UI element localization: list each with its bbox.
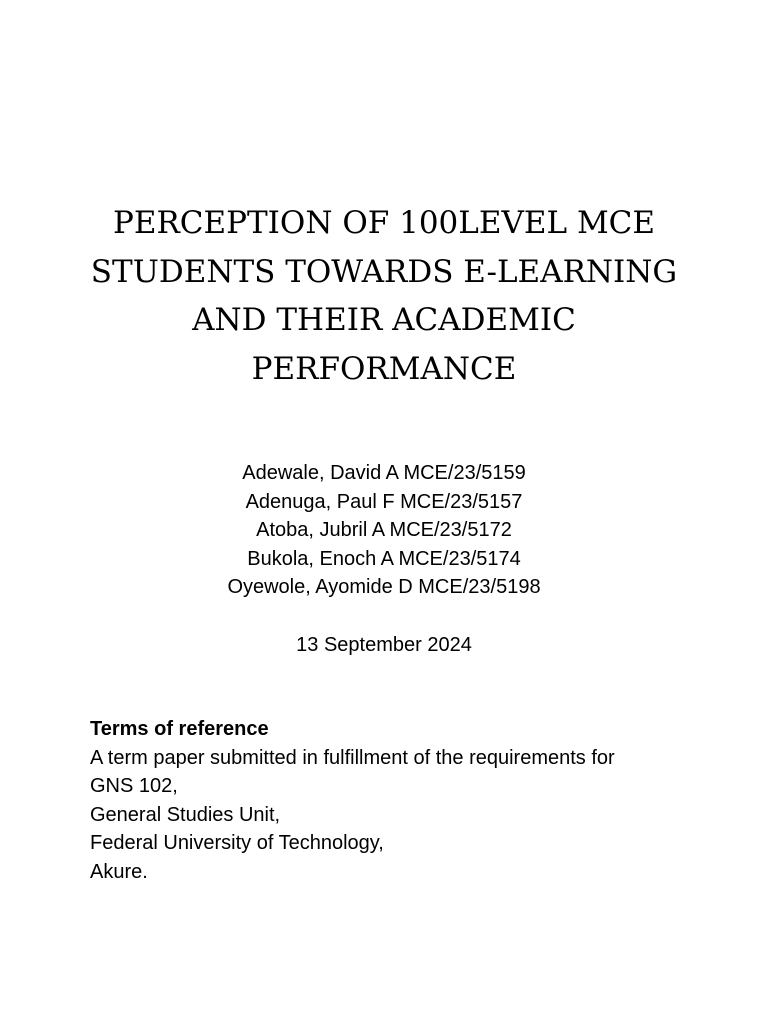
author-entry: Adenuga, Paul F MCE/23/5157 (245, 490, 523, 513)
author-entry: Oyewole, Ayomide D MCE/23/5198 (227, 576, 541, 598)
terms-of-reference-line: Federal University of Technology, (90, 832, 384, 854)
terms-of-reference-line: GNS 102, (90, 775, 178, 797)
author-entry: Adewale, David A MCE/23/5159 (242, 462, 526, 484)
terms-of-reference-heading: Terms of reference (90, 718, 269, 740)
title-line: AND THEIR ACADEMIC (192, 302, 576, 338)
paper-title (60, 199, 708, 393)
submission-date: 13 September 2024 (296, 634, 472, 656)
terms-of-reference-line: A term paper submitted in fulfillment of the requirements for (90, 746, 615, 769)
terms-of-reference-line: General Studies Unit, (90, 803, 281, 826)
title-line: PERCEPTION OF 100LEVEL MCE (112, 205, 656, 241)
terms-of-reference-line: Akure. (90, 860, 148, 883)
author-list (84, 459, 684, 602)
author-entry: Atoba, Jubril A MCE/23/5172 (256, 519, 512, 541)
title-line: STUDENTS TOWARDS E-LEARNING (90, 253, 678, 290)
terms-of-reference (90, 715, 690, 886)
title-line: PERFORMANCE (251, 350, 517, 387)
author-entry: Bukola, Enoch A MCE/23/5174 (247, 547, 521, 570)
